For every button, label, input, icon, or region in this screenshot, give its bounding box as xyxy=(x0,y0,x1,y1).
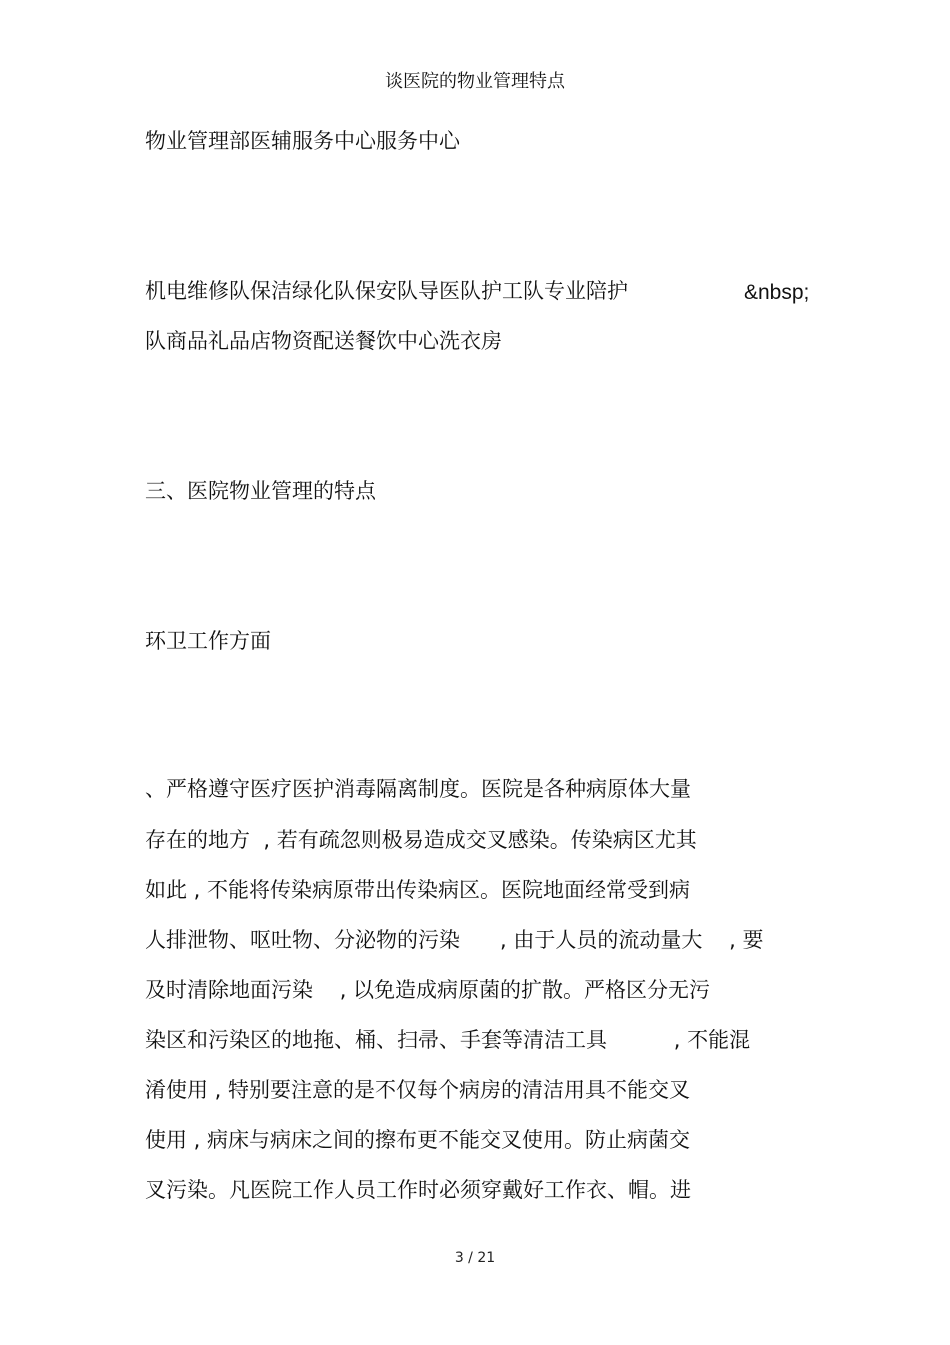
page-number: 3 / 21 xyxy=(454,1250,496,1266)
body-line: 及时清除地面污染 , 以免造成病原菌的扩散。严格区分无污 xyxy=(145,978,711,1002)
body-line: 人排泄物、呕吐物、分泌物的污染 , 由于人员的流动量大 , 要 xyxy=(145,928,764,952)
section-heading: 三、医院物业管理的特点 xyxy=(145,479,376,503)
org-line-1: 物业管理部医辅服务中心服务中心 xyxy=(145,129,460,153)
body-line: 如此 , 不能将传染病原带出传染病区。医院地面经常受到病 xyxy=(145,878,691,902)
body-line: 、严格遵守医疗医护消毒隔离制度。医院是各种病原体大量 xyxy=(145,777,691,801)
org-line-3: 队商品礼品店物资配送餐饮中心洗衣房 xyxy=(145,329,502,353)
body-line: 使用 , 病床与病床之间的擦布更不能交叉使用。防止病菌交 xyxy=(145,1128,691,1152)
org-line-2: 机电维修队保洁绿化队保安队导医队护工队专业陪护 xyxy=(145,279,628,303)
nbsp-artifact: &nbsp; xyxy=(744,281,810,304)
body-line: 淆使用 , 特别要注意的是不仅每个病房的清洁用具不能交叉 xyxy=(145,1078,691,1102)
body-line: 叉污染。凡医院工作人员工作时必须穿戴好工作衣、帽。进 xyxy=(145,1178,691,1202)
body-line: 存在的地方 , 若有疏忽则极易造成交叉感染。传染病区尤其 xyxy=(145,828,697,852)
body-line: 染区和污染区的地拖、桶、扫帚、手套等清洁工具 , 不能混 xyxy=(145,1028,751,1052)
document-header-title: 谈医院的物业管理特点 xyxy=(385,71,565,92)
subsection-heading: 环卫工作方面 xyxy=(145,629,271,653)
